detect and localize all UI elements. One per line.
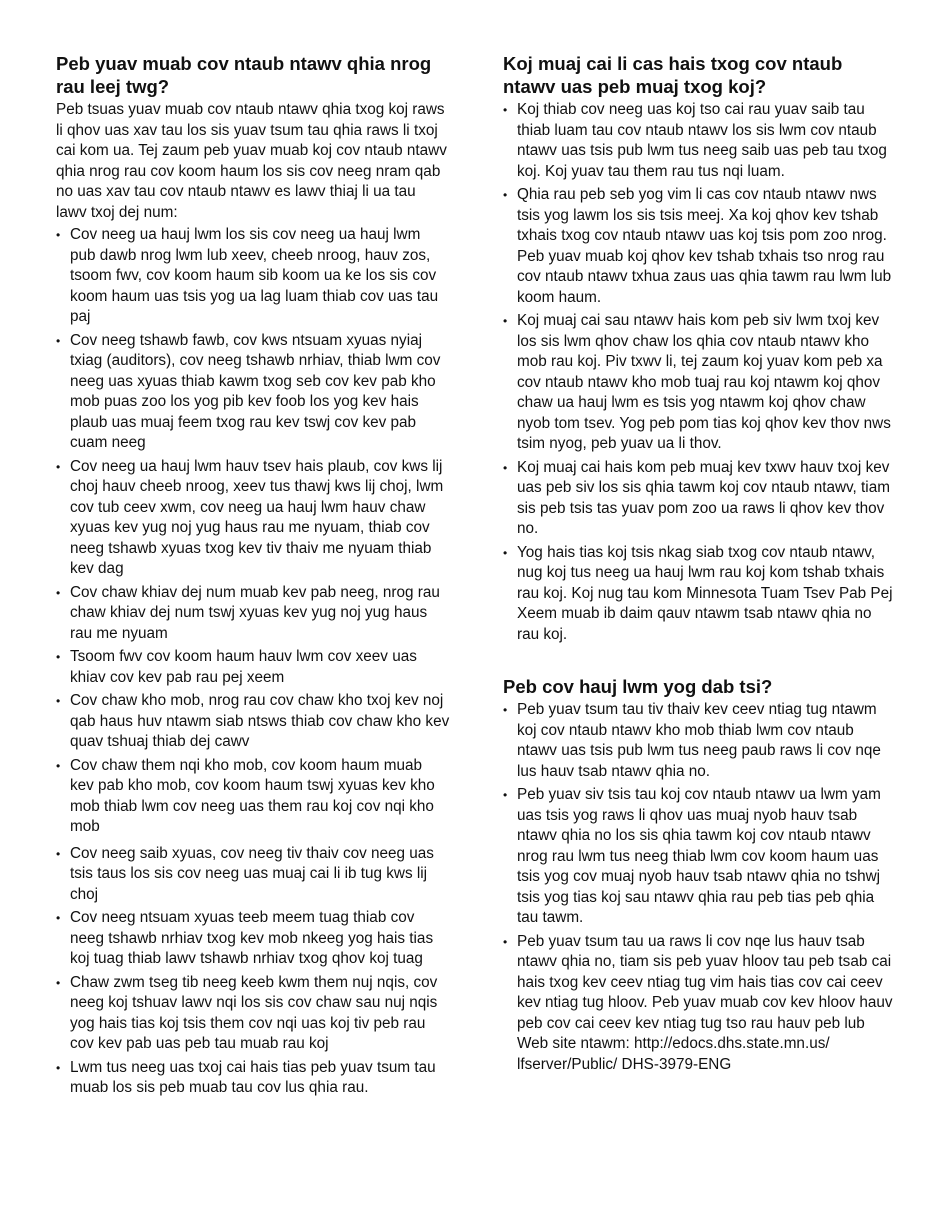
bullet-icon: • <box>503 703 508 717</box>
bullet-icon: • <box>503 545 508 560</box>
list-item: • Qhia rau peb seb yog vim li cas cov ntaub ntawv nws tsis yog lawm los sis tsis meej. Xa koj qhov kev tshab txhais txog cov ntaub ntawv uas koj tsis pom zoo nrog. Peb yuav muab koj qhov kev tshab txhais tso nrog rau cov ntaub ntawv txhua zaus uas qhia tawm rau lwm lub koom haum. <box>503 186 892 306</box>
list-item: • Cov neeg tshawb fawb, cov kws ntsuam xyuas nyiaj txiag (auditors), cov neeg tshawb nrhiav, thiab lwm cov neeg uas xyuas thiab kawm txog seb cov kev pab kho mob puas zoo los yog pib kev foob los yog kev hais plaub uas muaj feem txog rau kev tswj cov kev pab cuam neeg <box>56 331 441 451</box>
bullet-icon: • <box>56 975 61 990</box>
bullet-icon: • <box>56 459 61 474</box>
bullet-icon: • <box>503 314 508 328</box>
section-heading-your-rights: Koj muaj cai li cas hais txog cov ntaub ntawv uas peb muaj txog koj? <box>503 53 843 97</box>
list-item: • Peb yuav tsum tau tiv thaiv kev ceev ntiag tug ntawm koj cov ntaub ntawv kho mob thiab lwm cov ntaub ntawv uas tsis pub lwm tus neeg paub raws li cov nqe lus hauv tsab ntawv qhia no. <box>503 701 881 780</box>
list-item: • Peb yuav siv tsis tau koj cov ntaub ntawv ua lwm yam uas tsis yog raws li qhov uas muaj nyob hauv tsab ntawv qhia no los sis qhia tawm koj cov ntaub ntawv nrog rau lwm tus neeg thiab lwm cov koom haum uas tsis yog cov muaj nyob hauv tsab ntawv qhia no tshwj tsis yog tias koj sau ntawv qhia rau peb tias peb qhia tau tawm. <box>503 786 881 926</box>
bullet-icon: • <box>503 788 508 802</box>
list-item: • Tsoom fwv cov koom haum hauv lwm cov xeev uas khiav cov kev pab rau pej xeem <box>56 648 417 686</box>
list-item: • Cov neeg ntsuam xyuas teeb meem tuag thiab cov neeg tshawb nrhiav txog kev mob nkeeg yog hais tias koj tuag thiab lawv tshawb nrhiav txog qhov koj tuag <box>56 909 434 967</box>
left-column <box>56 52 450 1102</box>
bullet-icon: • <box>503 460 508 475</box>
bullet-icon: • <box>503 188 508 202</box>
list-item: • Cov chaw them nqi kho mob, cov koom haum muab kev pab kho mob, cov koom haum tswj xyuas kev kho mob thiab lwm cov neeg uas them rau koj cov nqi kho mob <box>56 756 435 835</box>
list-item: • Peb yuav tsum tau ua raws li cov nqe lus hauv tsab ntawv qhia no, tiam sis peb yuav hloov tau peb tsab cai hais txog kev ceev ntiag tug vim hais tias cov cai ceev kev ntiag tug hloov. Peb yuav muab cov kev hloov hauv peb cov cai ceev kev ntiag tug tso rau hauv peb lub Web site ntawm: http://edocs.dhs.state.mn.us/ lfserver/Public/ DHS-3979-ENG <box>503 932 893 1073</box>
bullet-icon: • <box>503 103 508 117</box>
list-item: • Cov chaw kho mob, nrog rau cov chaw kho txoj kev noj qab haus huv ntawm siab ntsws thiab cov chaw kho kev quav tshuaj thiab dej cawv <box>56 692 450 750</box>
section-heading-who-we-share-with: Peb yuav muab cov ntaub ntawv qhia nrog rau leej twg? <box>56 53 432 97</box>
list-item: • Koj muaj cai sau ntawv hais kom peb siv lwm txoj kev los sis lwm qhov chaw los qhia cov ntaub ntawv kho mob rau koj. Piv txwv li, tej zaum koj yuav kom peb xa cov ntaub ntawv kho mob tuaj rau koj ntawm koj qhov chaw ua hauj lwm es tsis yog ntawm koj qhov chaw nyob tom tsev. Yog peb pom tias koj qhov kev thov nws tsim nyog, peb yuav ua li thov. <box>503 312 891 452</box>
bullet-icon: • <box>56 333 61 348</box>
list-item: • Chaw zwm tseg tib neeg keeb kwm them nuj nqis, cov neeg koj tshuav lawv nqi los sis cov chaw sau nuj nqis yog hais tias koj tsis them cov nqi uas koj tiv peb rau cov kev pab uas peb tau muab rau koj <box>56 973 438 1052</box>
bullet-icon: • <box>56 228 61 242</box>
right-column <box>503 52 897 1078</box>
list-item: • Cov neeg saib xyuas, cov neeg tiv thaiv cov neeg uas tsis taus los sis cov neeg uas muaj cai li ib tug kws lij choj <box>56 844 434 903</box>
list-item: • Yog hais tias koj tsis nkag siab txog cov ntaub ntawv, nug koj tus neeg ua hauj lwm rau koj kom tshab txhais rau koj. Koj nug tau kom Minnesota Tuam Tsev Pab Pej Xeem muab ib daim qauv ntawm tsab ntawv qhia no rau koj. <box>503 543 893 643</box>
duties-list <box>503 700 897 1075</box>
section-heading-our-duties: Peb cov hauj lwm yog dab tsi? <box>503 676 773 697</box>
bullet-icon: • <box>56 650 61 664</box>
bullet-icon: • <box>56 1060 61 1075</box>
bullet-icon: • <box>56 846 61 861</box>
list-item: • Cov neeg ua hauj lwm los sis cov neeg ua hauj lwm pub dawb nrog lwm lub xeev, cheeb nroog, hauv zos, tsoom fwv, cov koom haum sib koom ua ke los sis cov koom haum uas tsis yog ua lag luam thiab cov uas tau paj <box>56 226 439 325</box>
bullet-icon: • <box>56 694 61 708</box>
section-intro: Peb tsuas yuav muab cov ntaub ntawv qhia txog koj raws li qhov uas xav tau los sis yuav tsum tau qhia raws li txoj cai kom ua. Tej zaum peb yuav muab koj cov ntaub ntawv qhia nrog rau cov koom haum los sis cov neeg nram qab no uas xav tau cov ntaub ntawv es lawv thiaj li ua tau lawv txoj dej num: <box>56 101 447 221</box>
list-item: • Lwm tus neeg uas txoj cai hais tias peb yuav tsum tau muab los sis peb muab tau cov lus qhia rau. <box>56 1058 436 1096</box>
list-item: • Koj thiab cov neeg uas koj tso cai rau yuav saib tau thiab luam tau cov ntaub ntawv los sis lwm cov ntaub ntawv uas tsis pub lwm tus neeg saib uas peb tau txog koj. Koj yuav tau them rau tus nqi luam. <box>503 101 887 180</box>
bullet-icon: • <box>56 585 61 600</box>
list-item: • Koj muaj cai hais kom peb muaj kev txwv hauv txoj kev uas peb siv los sis qhia tawm koj cov ntaub ntawv, tiam sis peb tsis tas yuav pom zoo ua raws li qhov kev thov no. <box>503 458 890 537</box>
bullet-icon: • <box>56 911 61 925</box>
list-item: • Cov neeg ua hauj lwm hauv tsev hais plaub, cov kws lij choj hauv cheeb nroog, xeev tus thawj kws lij choj, lwm cov tub ceev xwm, cov neeg ua hauj lwm hauv chaw xyuas kev yug noj yug haus rau me nyuam, thiab cov neeg tshawb xyuas txog kev tiv thaiv me nyuam thiab kev dag <box>56 457 444 577</box>
rights-list <box>503 100 897 645</box>
list-item: • Cov chaw khiav dej num muab kev pab neeg, nrog rau chaw khiav dej num tswj xyuas kev yug noj yug haus rau me nyuam <box>56 583 440 642</box>
bullet-icon: • <box>503 934 508 949</box>
share-recipients-list <box>56 225 450 1099</box>
bullet-icon: • <box>56 758 61 773</box>
